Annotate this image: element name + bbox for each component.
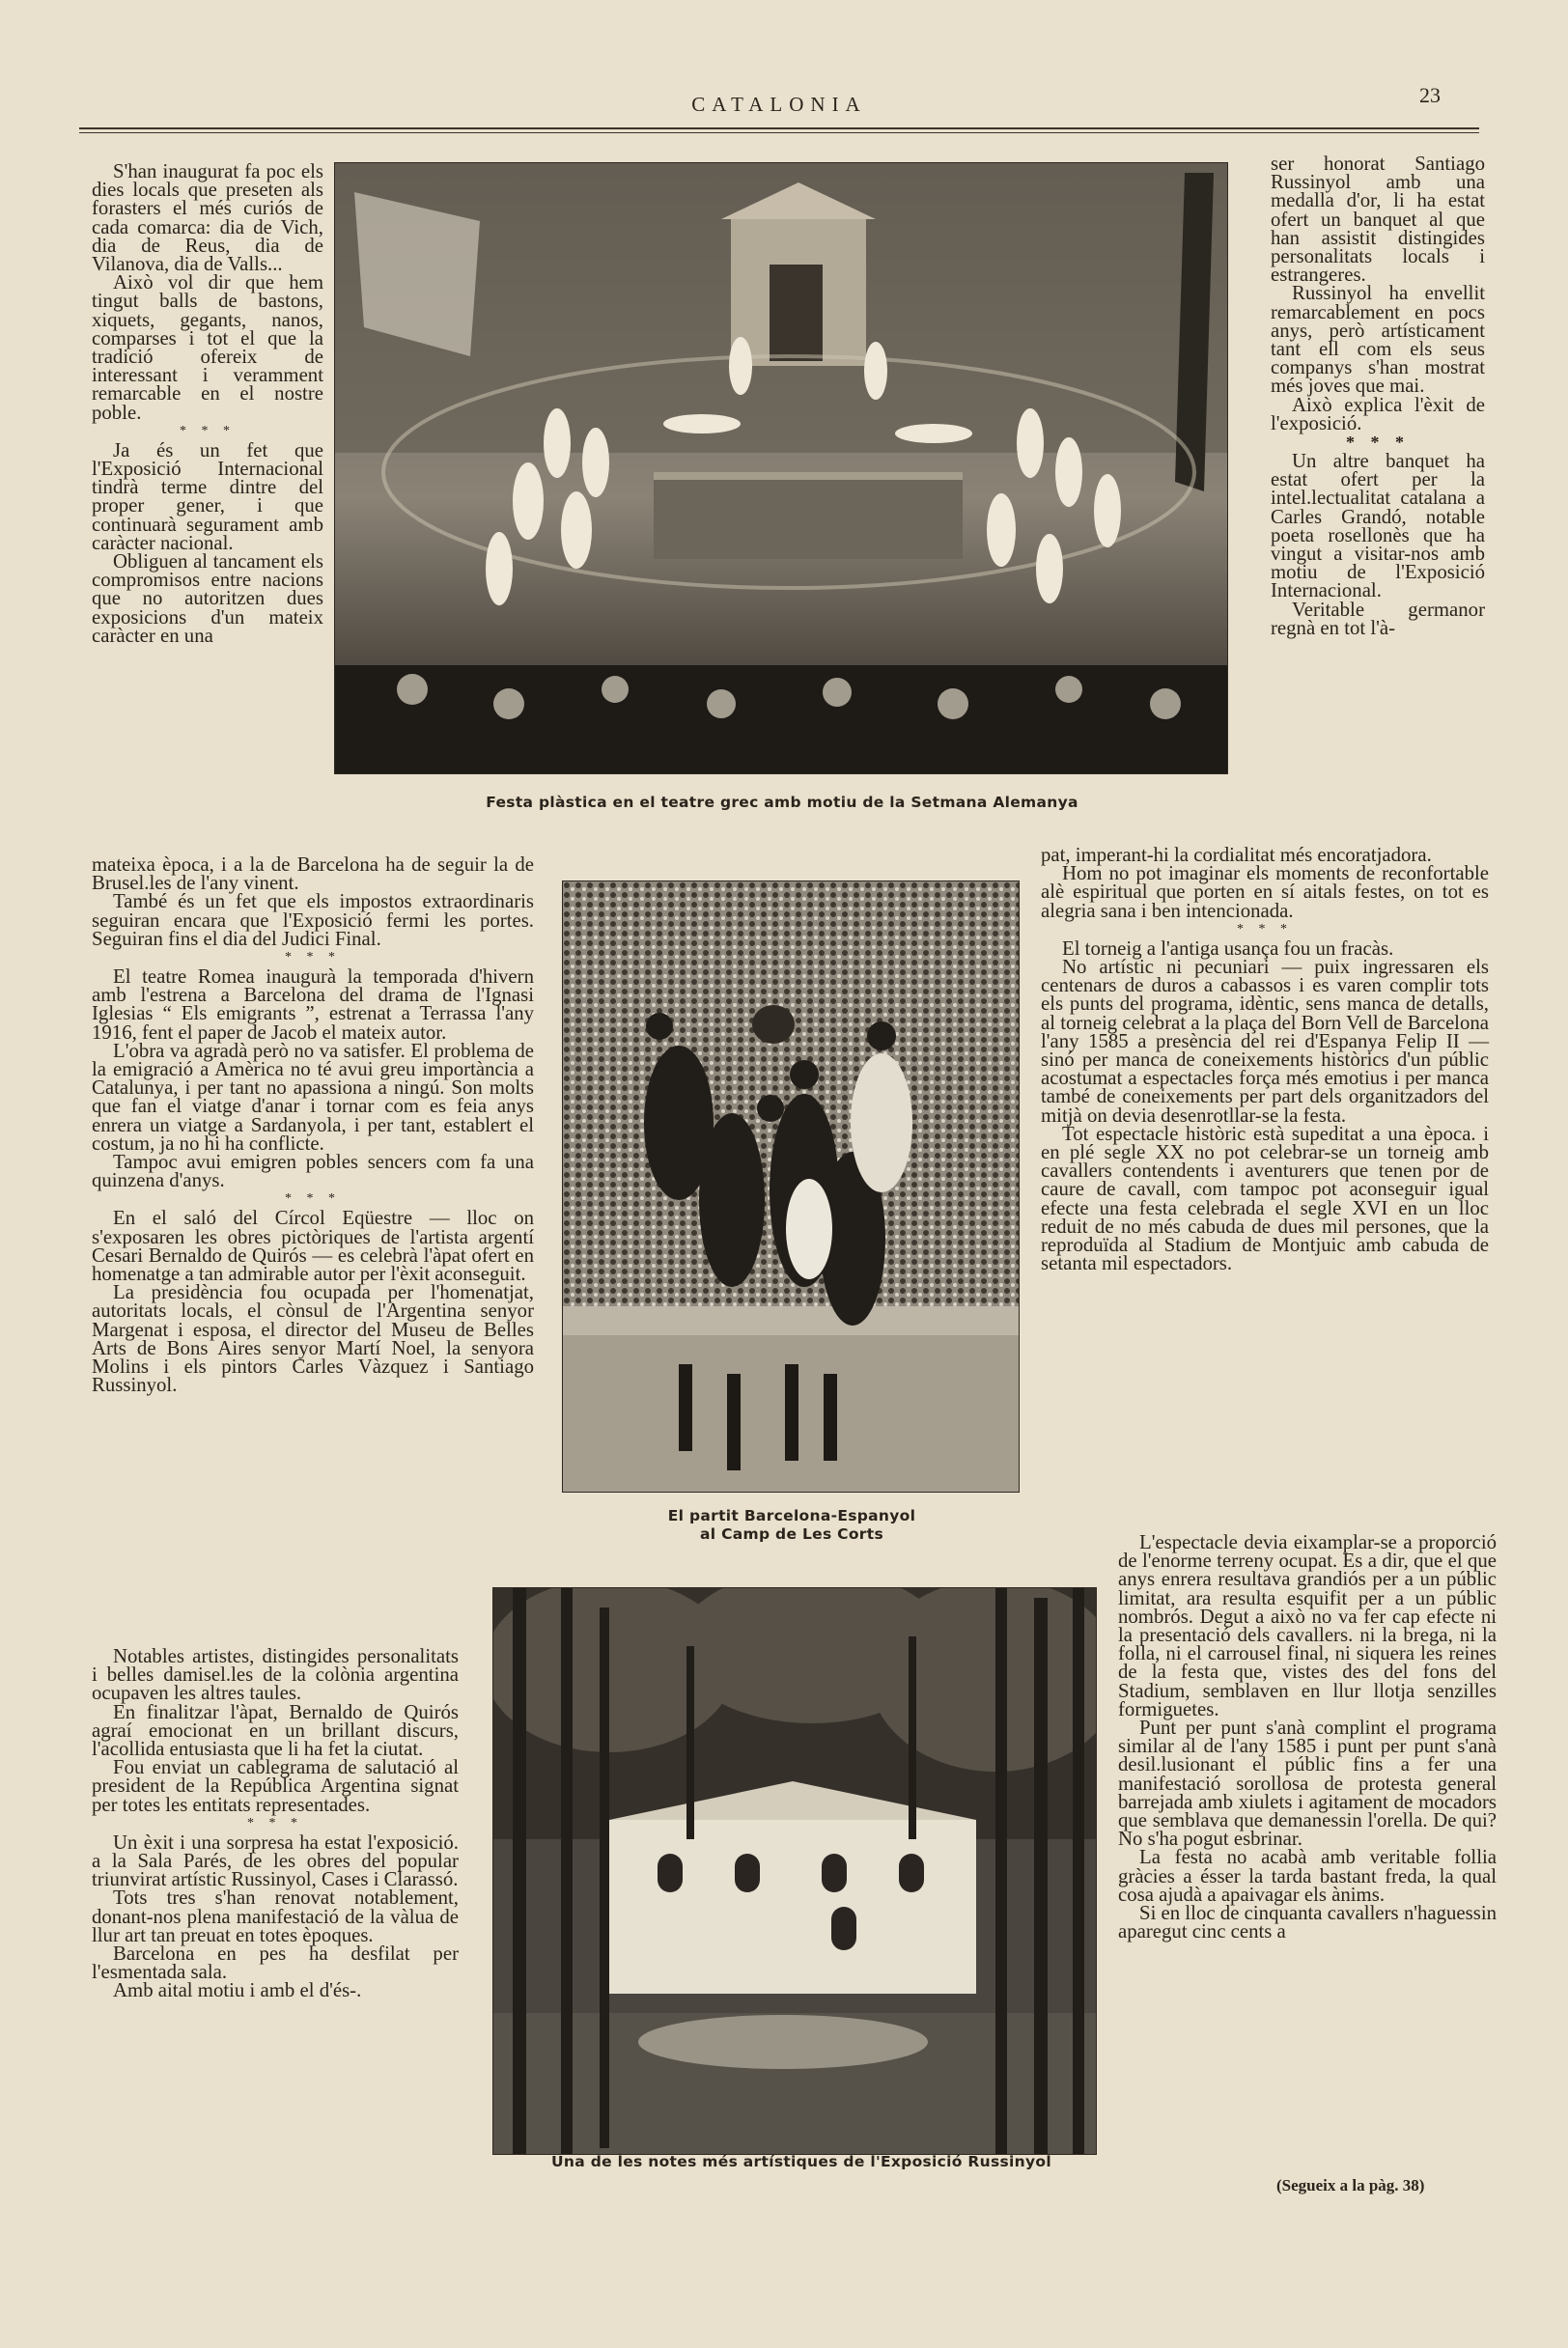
paragraph: Veritable germanor regnà en tot l'à- xyxy=(1271,598,1485,639)
paragraph: mateixa època, i a la de Barcelona ha de seguir la de Brusel.les de l'any vinent. xyxy=(92,853,534,895)
paragraph: Tot espectacle històric està supeditat a una època. i en plé segle XX no pot celebrar-se un torneig amb cavallers contendents i aventurers que tenen por de caure de cavall, com tampoc pot aconseguir igual efecte una festa celebrada el segle XVI en un lloc reduit de no més cabuda de dues mil persones, que la reproduïda al Stadium de Montjuic amb cabuda de setanta mil espectadors. xyxy=(1041,1122,1489,1275)
section-separator: * * * xyxy=(180,423,236,438)
column-right-bottom xyxy=(1118,1533,1497,1941)
caption-photo-2-line-1: El partit Barcelona-Espanyol xyxy=(667,1507,916,1524)
paragraph: ser honorat Santiago Russinyol amb una medalla d'or, li ha estat ofert un banquet al que han assistit distingides personalitats locals i estrangeres. xyxy=(1271,153,1485,287)
paragraph: L'obra va agradà però no va satisfer. El problema de la emigració a Amèrica no té avui greu importància a Catalunya, i per tant no apassiona a ningú. Son molts que fan el viatge d'anar i tornar com es feia anys enrera un viatge a Sardanyola, i per tant, establert el costum, ja no hi ha conflicte. xyxy=(92,1039,534,1155)
continued-note: (Segueix a la pàg. 38) xyxy=(1276,2176,1425,2194)
garden-image xyxy=(493,1588,1096,2154)
caption-photo-2-line-2: al Camp de Les Corts xyxy=(700,1525,883,1543)
paragraph: Notables artistes, distingides personalitats i belles damisel.les de la colònia argentina ocupaven les altres taules. xyxy=(92,1645,459,1705)
column-left-mid xyxy=(92,853,534,1397)
paragraph: Tampoc avui emigren pobles sencers com fa una quinzena d'anys. xyxy=(92,1151,534,1192)
paragraph: També és un fet que els impostos extraordinaris seguiran encara que l'Exposició fermi les portes. Seguiran fins el dia del Judici Final. xyxy=(92,890,534,950)
paragraph: Això vol dir que hem tingut balls de bastons, xiquets, gegants, nanos, comparses i tot el que la tradició ofereix de interessant i veramment remarcable en el nostre poble. xyxy=(92,271,323,424)
paragraph: Si en lloc de cinquanta cavallers n'haguessin aparegut cinc cents a xyxy=(1118,1902,1497,1943)
football-image xyxy=(563,881,1019,1492)
paragraph: Un èxit i una sorpresa ha estat l'exposició. a la Sala Parés, de les obres del popular triunvirat artístic Russinyol, Cases i Clarassó. xyxy=(92,1831,459,1891)
paragraph: Això explica l'èxit de l'exposició. xyxy=(1271,393,1485,434)
column-left-bottom xyxy=(92,1647,459,2000)
page-number: 23 xyxy=(1419,83,1441,107)
paragraph: Barcelona en pes ha desfilat per l'esmentada sala. xyxy=(92,1943,459,1984)
photo-greek-theatre xyxy=(334,162,1228,774)
header-rule-bottom xyxy=(79,132,1479,133)
paragraph: En el saló del Círcol Eqüestre — lloc on s'exposaren les obres pictòriques de l'artista argentí Cesari Bernaldo de Quirós — es celebrà l'àpat ofert en homenatge a tan admirable autor per l'èxit aconseguit. xyxy=(92,1207,534,1286)
paragraph: Un altre banquet ha estat ofert per la intel.lectualitat catalana a Carles Grandó, notable poeta rosellonès que ha vingut a visitar-nos amb motiu de l'Exposició Internacional. xyxy=(1271,450,1485,602)
paragraph: En finalitzar l'àpat, Bernaldo de Quirós agraí emocionat en un brillant discurs, l'acollida entusiasta que li ha fet la ciutat. xyxy=(92,1700,459,1761)
paragraph: L'espectacle devia eixamplar-se a proporció de l'enorme terreny ocupat. Es a dir, que el que anys enrera resultava grandiós per a un públic limitat, ara resulta esquifit per a un públic nombrós. Degut a això no va fer cap efecte ni la presentació dels cavallers. ni la brega, ni la folla, ni el carrousel final, ni siquera les reines de la festa que, vistes des del fons del Stadium, semblaven en llur llotja senzilles formiguetes. xyxy=(1118,1531,1497,1720)
paragraph: El torneig a l'antiga usança fou un fracàs. xyxy=(1062,936,1394,960)
paragraph: Russinyol ha envellit remarcablement en pocs anys, però artísticament tant ell com els seus companys s'han mostrat més joves que mai. xyxy=(1271,282,1485,398)
paragraph: Amb aital motiu i amb el d'és-. xyxy=(113,1979,362,2002)
paragraph: Obliguen al tancament els compromisos entre nacions que no autoritzen dues exposicions d'un mateix caràcter en una xyxy=(92,550,323,647)
section-separator: * * * xyxy=(285,1191,341,1207)
paragraph: Tots tres s'han renovat notablement, donant-nos plena manifestació de la vàlua de llur art tan preuat en totes èpoques. xyxy=(92,1887,459,1946)
paragraph: La festa no acabà amb veritable follia gràcies a ésser la tarda bastant freda, la qual cosa ajudà a apaivagar els ànims. xyxy=(1118,1846,1497,1906)
paragraph: No artístic ni pecuniari — puix ingressaren els centenars de duros a cabassos i es varen complir tots els punts del programa, idèntic, sens manca de detalls, al torneig celebrat a la plaça del Born Vell de Barcelona l'any 1585 a presència del rei d'Espanya Felip II — sinó per manca de coneixements històrics d'un públic acostumat a espectacles força més emotius i per manca també de coneixements per part dels organitzadors del mitjà on devia desenrotllar-se la festa. xyxy=(1041,956,1489,1127)
photo-football-match xyxy=(562,880,1020,1493)
paragraph: Ja és un fet que l'Exposició Internacional tindrà terme dintre del proper gener, i que continuarà segurament amb caràcter nacional. xyxy=(92,438,323,554)
masthead-title: CATALONIA xyxy=(691,93,867,116)
section-separator: * * * xyxy=(247,1815,303,1831)
theatre-image xyxy=(335,163,1227,773)
column-right-top xyxy=(1271,154,1485,637)
paragraph: Fou enviat un cablegrama de salutació al president de la República Argentina signat per totes les entitats representades. xyxy=(92,1756,459,1816)
paragraph: La presidència fou ocupada per l'homenatjat, autoritats locals, el cònsul de l'Argentina senyor Margenat i esposa, el director del Museu de Belles Arts de Bons Aires senyor Martí Noel, la senyora Molins i els pintors Carles Vàzquez i Santiago Russinyol. xyxy=(92,1281,534,1397)
header-rule-top xyxy=(79,127,1479,129)
paragraph: pat, imperant-hi la cordialitat més encoratjadora. xyxy=(1041,844,1432,866)
paragraph: Hom no pot imaginar els moments de reconfortable alè espiritual que porten en sí aitals festes, on tot es alegria sana i ben intencionada. xyxy=(1041,862,1489,922)
paragraph: El teatre Romea inaugurà la temporada d'hivern amb l'estrena a Barcelona del drama de l'Ignasi Iglesias “ Els emigrants ”, estrenat a Terrassa l'any 1916, fent el paper de Jacob el mateix autor. xyxy=(92,965,534,1044)
caption-photo-3: Una de les notes més artístiques de l'Exposició Russinyol xyxy=(551,2153,1051,2170)
paragraph: Punt per punt s'anà complint el programa similar al de l'any 1585 i punt per punt s'anà desil.lusionant el públic fins a fer una manifestació sorollosa de protesta general barrejada amb xiulets i agitament de mocadors que semblava que demanessin l'orella. De qui? No s'ha pogut esbrinar. xyxy=(1118,1717,1497,1851)
section-separator: * * * xyxy=(285,950,341,965)
section-separator: * * * xyxy=(1346,433,1410,453)
column-left-top xyxy=(92,162,323,645)
paragraph: S'han inaugurat fa poc els dies locals que preseten als forasters el més curiós de cada comarca: dia de Vich, dia de Reus, dia de Vilanova, dia de Valls... xyxy=(92,160,323,276)
caption-photo-1: Festa plàstica en el teatre grec amb motiu de la Setmana Alemanya xyxy=(486,794,1078,811)
section-separator: * * * xyxy=(1237,921,1293,936)
column-right-mid xyxy=(1041,844,1489,1275)
photo-exposicio-russinyol xyxy=(492,1587,1097,2155)
